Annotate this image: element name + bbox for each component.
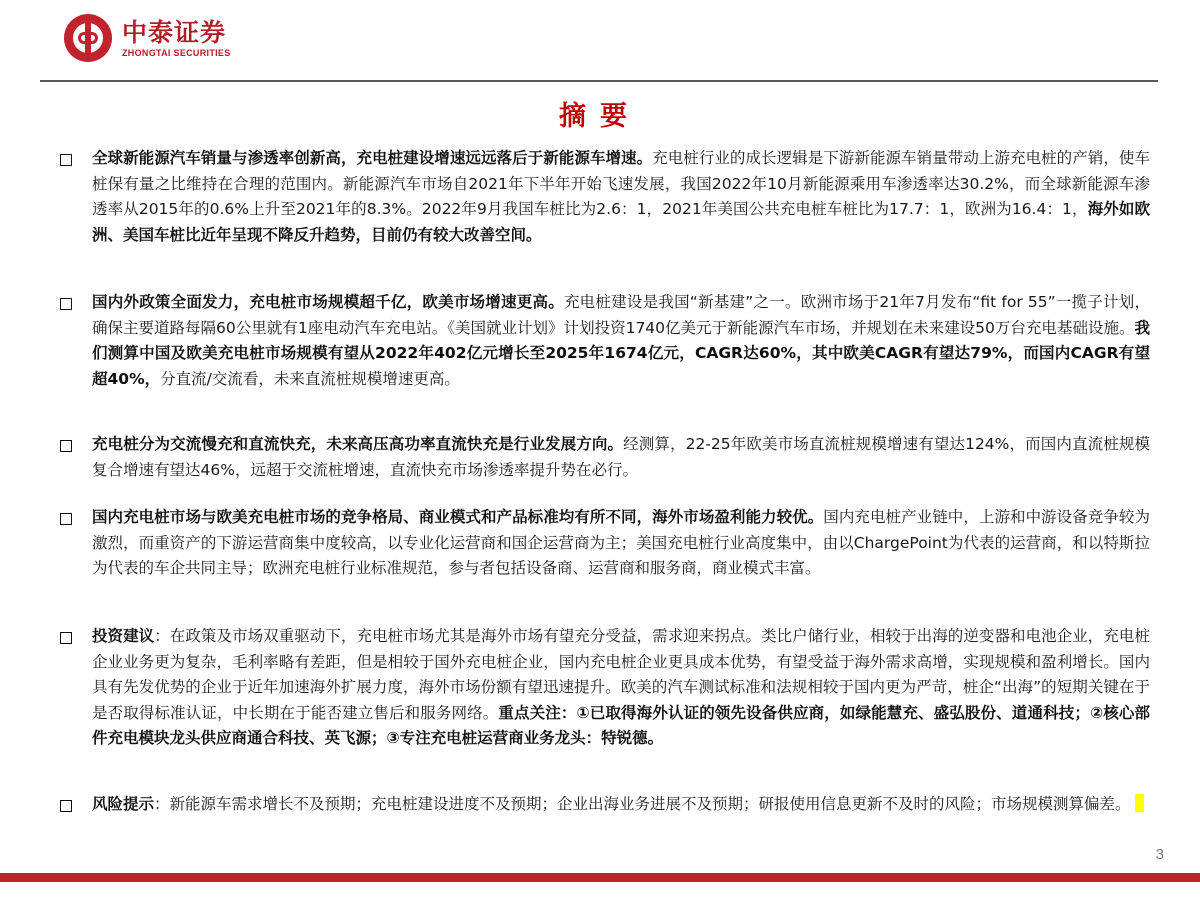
page-header (0, 0, 1200, 82)
page-number: 3 (1155, 846, 1164, 863)
square-bullet-icon (60, 800, 72, 812)
section-emphasis: 重点关注：①已取得海外认证的领先设备供应商，如绿能慧充、盛弘股份、道通科技；②核心部件充电模块龙头供应商通合科技、英飞源；③专注充电桩运营商业务龙头：特锐德。 (92, 703, 1150, 747)
footer-bar (0, 873, 1200, 882)
logo-chinese-name: 中泰证券 (122, 17, 227, 47)
section-heading: 充电桩分为交流慢充和直流快充，未来高压高功率直流快充是行业发展方向。 (92, 435, 624, 453)
square-bullet-icon (60, 298, 72, 310)
summary-section-policy (60, 290, 1150, 392)
section-heading: 全球新能源汽车销量与渗透率创新高，充电桩建设增速远远落后于新能源车增速。 (92, 149, 653, 167)
summary-section-competition (60, 505, 1150, 582)
section-heading: 投资建议 (92, 627, 155, 645)
section-paragraph (92, 505, 1150, 582)
summary-section-investment (60, 624, 1150, 752)
page-title: 摘要 (559, 101, 641, 132)
text-cursor-highlight (1135, 794, 1144, 812)
summary-section-technology (60, 432, 1150, 483)
section-emphasis: 海外如欧洲、美国车桩比近年呈现不降反升趋势，目前仍有较大改善空间。 (92, 200, 1150, 244)
header-divider (40, 80, 1158, 82)
square-bullet-icon (60, 632, 72, 644)
summary-section-market (60, 146, 1150, 248)
square-bullet-icon (60, 440, 72, 452)
section-paragraph (92, 146, 1150, 248)
section-heading: 国内外政策全面发力，充电桩市场规模超千亿，欧美市场增速更高。 (92, 293, 564, 311)
section-paragraph (92, 432, 1150, 483)
section-body: ：在政策及市场双重驱动下，充电桩市场尤其是海外市场有望充分受益，需求迎来拐点。类比户储行业，相较于出海的逆变器和电池企业，充电桩企业业务更为复杂，毛利率略有差距，但是相较于国外充电桩企业，国内充电桩企业更具成本优势，有望受益于海外需求高增，实现规模和盈利增长。国内具有先发优势的企业于近年加速海外扩展力度，海外市场份额有望迅速提升。欧美的汽车测试标准和法规相较于国内更为严苛，桩企“出海”的短期关键在于是否取得标准认证，中长期在于能否建立售后和服务网络。 (92, 627, 1150, 722)
section-body-tail: 分直流/交流看，未来直流桩规模增速更高。 (160, 369, 460, 388)
summary-section-risk (60, 792, 1150, 818)
square-bullet-icon (60, 513, 72, 525)
square-bullet-icon (60, 154, 72, 166)
zhongtai-logo-icon (64, 14, 112, 62)
company-logo (64, 14, 231, 62)
section-body: 国内充电桩产业链中，上游和中游设备竞争较为激烈，而重资产的下游运营商集中度较高，以专业化运营商和国企运营商为主；美国充电桩行业高度集中，由以ChargePoint为代表的运营商，和以特斯拉为代表的车企共同主导；欧洲充电桩行业标准规范，参与者包括设备商、运营商和服务商，商业模式丰富。 (92, 508, 1150, 577)
section-body: ：新能源车需求增长不及预期；充电桩建设进度不及预期；企业出海业务进展不及预期；研报使用信息更新不及时的风险；市场规模测算偏差。 (154, 795, 1131, 813)
section-body: 经测算，22-25年欧美市场直流桩规模增速有望达124%，而国内直流桩规模复合增速有望达46%，远超于交流桩增速，直流快充市场渗透率提升势在必行。 (92, 435, 1150, 479)
section-body: 充电桩行业的成长逻辑是下游新能源车销量带动上游充电桩的产销，使车桩保有量之比维持在合理的范围内。新能源汽车市场自2021年下半年开始飞速发展，我国2022年10月新能源乘用车渗透率达30.2%，而全球新能源车渗透率从2015年的0.6%上升至2021年的8.3%。2022年9月我国车桩比为2.6：1，2021年美国公共充电桩车桩比为17.7：1，欧洲为16.4：1， (92, 149, 1150, 218)
section-paragraph (92, 290, 1150, 392)
section-emphasis: 我们测算中国及欧美充电桩市场规模有望从2022年402亿元增长至2025年1674亿元，CAGR达60%，其中欧美CAGR有望达79%，而国内CAGR有望超40%， (92, 318, 1150, 388)
section-paragraph (92, 792, 1150, 818)
logo-english-name: ZHONGTAI SECURITIES (122, 47, 231, 58)
section-heading: 国内充电桩市场与欧美充电桩市场的竞争格局、商业模式和产品标准均有所不同，海外市场盈利能力较优。 (92, 508, 824, 526)
section-body: 充电桩建设是我国“新基建”之一。欧洲市场于21年7月发布“fit for 55”一揽子计划，确保主要道路每隔60公里就有1座电动汽车充电站。《美国就业计划》计划投资1740亿美元于新能源汽车市场，并规划在未来建设50万台充电基础设施。 (92, 293, 1150, 337)
section-paragraph (92, 624, 1150, 752)
section-heading: 风险提示 (92, 795, 155, 813)
